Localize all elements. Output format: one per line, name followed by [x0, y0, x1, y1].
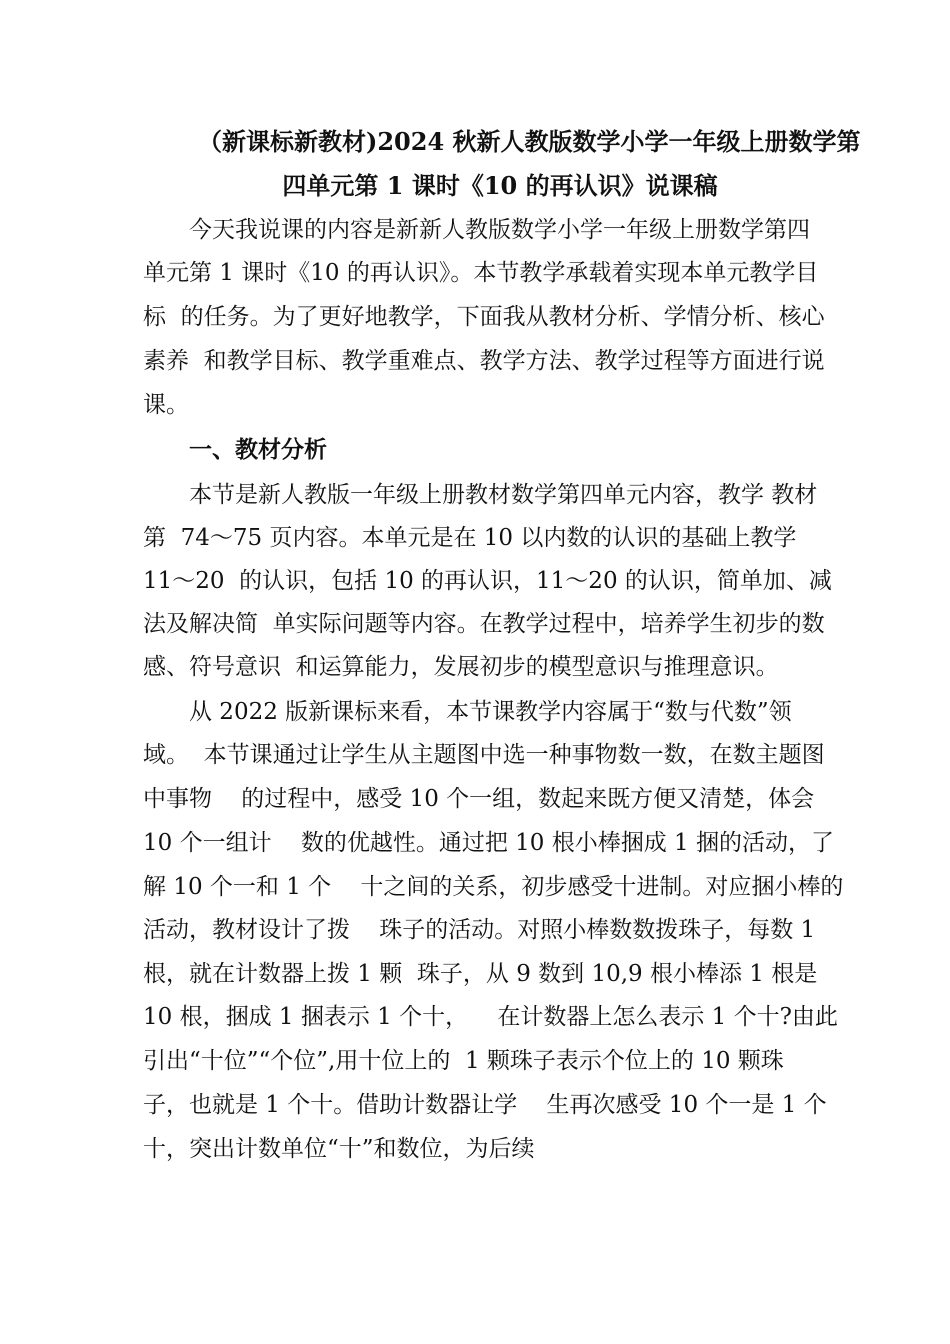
- paragraph-3-line: 10 个一组计 数的优越性。通过把 10 根小棒捆成 1 捆的活动，了: [143, 830, 834, 856]
- paragraph-3-line: 根，就在计数器上拨 1 颗 珠子，从 9 数到 10,9 根小棒添 1 根是: [143, 961, 818, 987]
- paragraph-3-line: 引出“十位”“个位”,用十位上的 1 颗珠子表示个位上的 10 颗珠: [143, 1048, 784, 1074]
- document-title-line-2: 四单元第 1 课时《10 的再认识》说课稿: [282, 171, 718, 200]
- paragraph-3-line: 活动，教材设计了拨 珠子的活动。对照小棒数数拨珠子，每数 1: [143, 917, 816, 943]
- paragraph-2-line: 第 74～75 页内容。本单元是在 10 以内数的认识的基础上教学: [143, 525, 797, 551]
- paragraph-3-line: 十，突出计数单位“十”和数位，为后续: [143, 1136, 535, 1162]
- paragraph-3-line: 解 10 个一和 1 个 十之间的关系，初步感受十进制。对应捆小棒的: [143, 874, 844, 900]
- paragraph-2-line: 本节是新人教版一年级上册教材数学第四单元内容，教学 教材: [189, 482, 818, 508]
- paragraph-3-line: 中事物 的过程中，感受 10 个一组，数起来既方便又清楚，体会: [143, 786, 815, 812]
- paragraph-3-line: 域。 本节课通过让学生从主题图中选一种事物数一数，在数主题图: [143, 742, 825, 768]
- paragraph-1-line: 单元第 1 课时《10 的再认识》。本节教学承载着实现本单元教学目: [143, 260, 819, 286]
- paragraph-2-line: 法及解决简 单实际问题等内容。在教学过程中，培养学生初步的数: [143, 611, 825, 637]
- paragraph-2-line: 11～20 的认识，包括 10 的再认识，11～20 的认识，简单加、减: [143, 568, 832, 594]
- paragraph-1-line: 标 的任务。为了更好地教学，下面我从教材分析、学情分析、核心: [143, 304, 825, 330]
- document-title-line-1: （新课标新教材)2024 秋新人教版数学小学一年级上册数学第: [198, 127, 861, 156]
- paragraph-3-line: 从 2022 版新课标来看，本节课教学内容属于“数与代数”领: [189, 699, 792, 725]
- section-heading: 一、教材分析: [189, 436, 327, 463]
- paragraph-1-line: 课。: [143, 392, 189, 418]
- paragraph-3-line: 子，也就是 1 个十。借助计数器让学 生再次感受 10 个一是 1 个: [143, 1092, 827, 1118]
- paragraph-1-line: 素养 和教学目标、教学重难点、教学方法、教学过程等方面进行说: [143, 348, 825, 374]
- paragraph-3-line: 10 根，捆成 1 捆表示 1 个十， 在计数器上怎么表示 1 个十?由此: [143, 1004, 838, 1030]
- paragraph-2-line: 感、符号意识 和运算能力，发展初步的模型意识与推理意识。: [143, 654, 779, 680]
- paragraph-1-line: 今天我说课的内容是新新人教版数学小学一年级上册数学第四: [189, 217, 810, 243]
